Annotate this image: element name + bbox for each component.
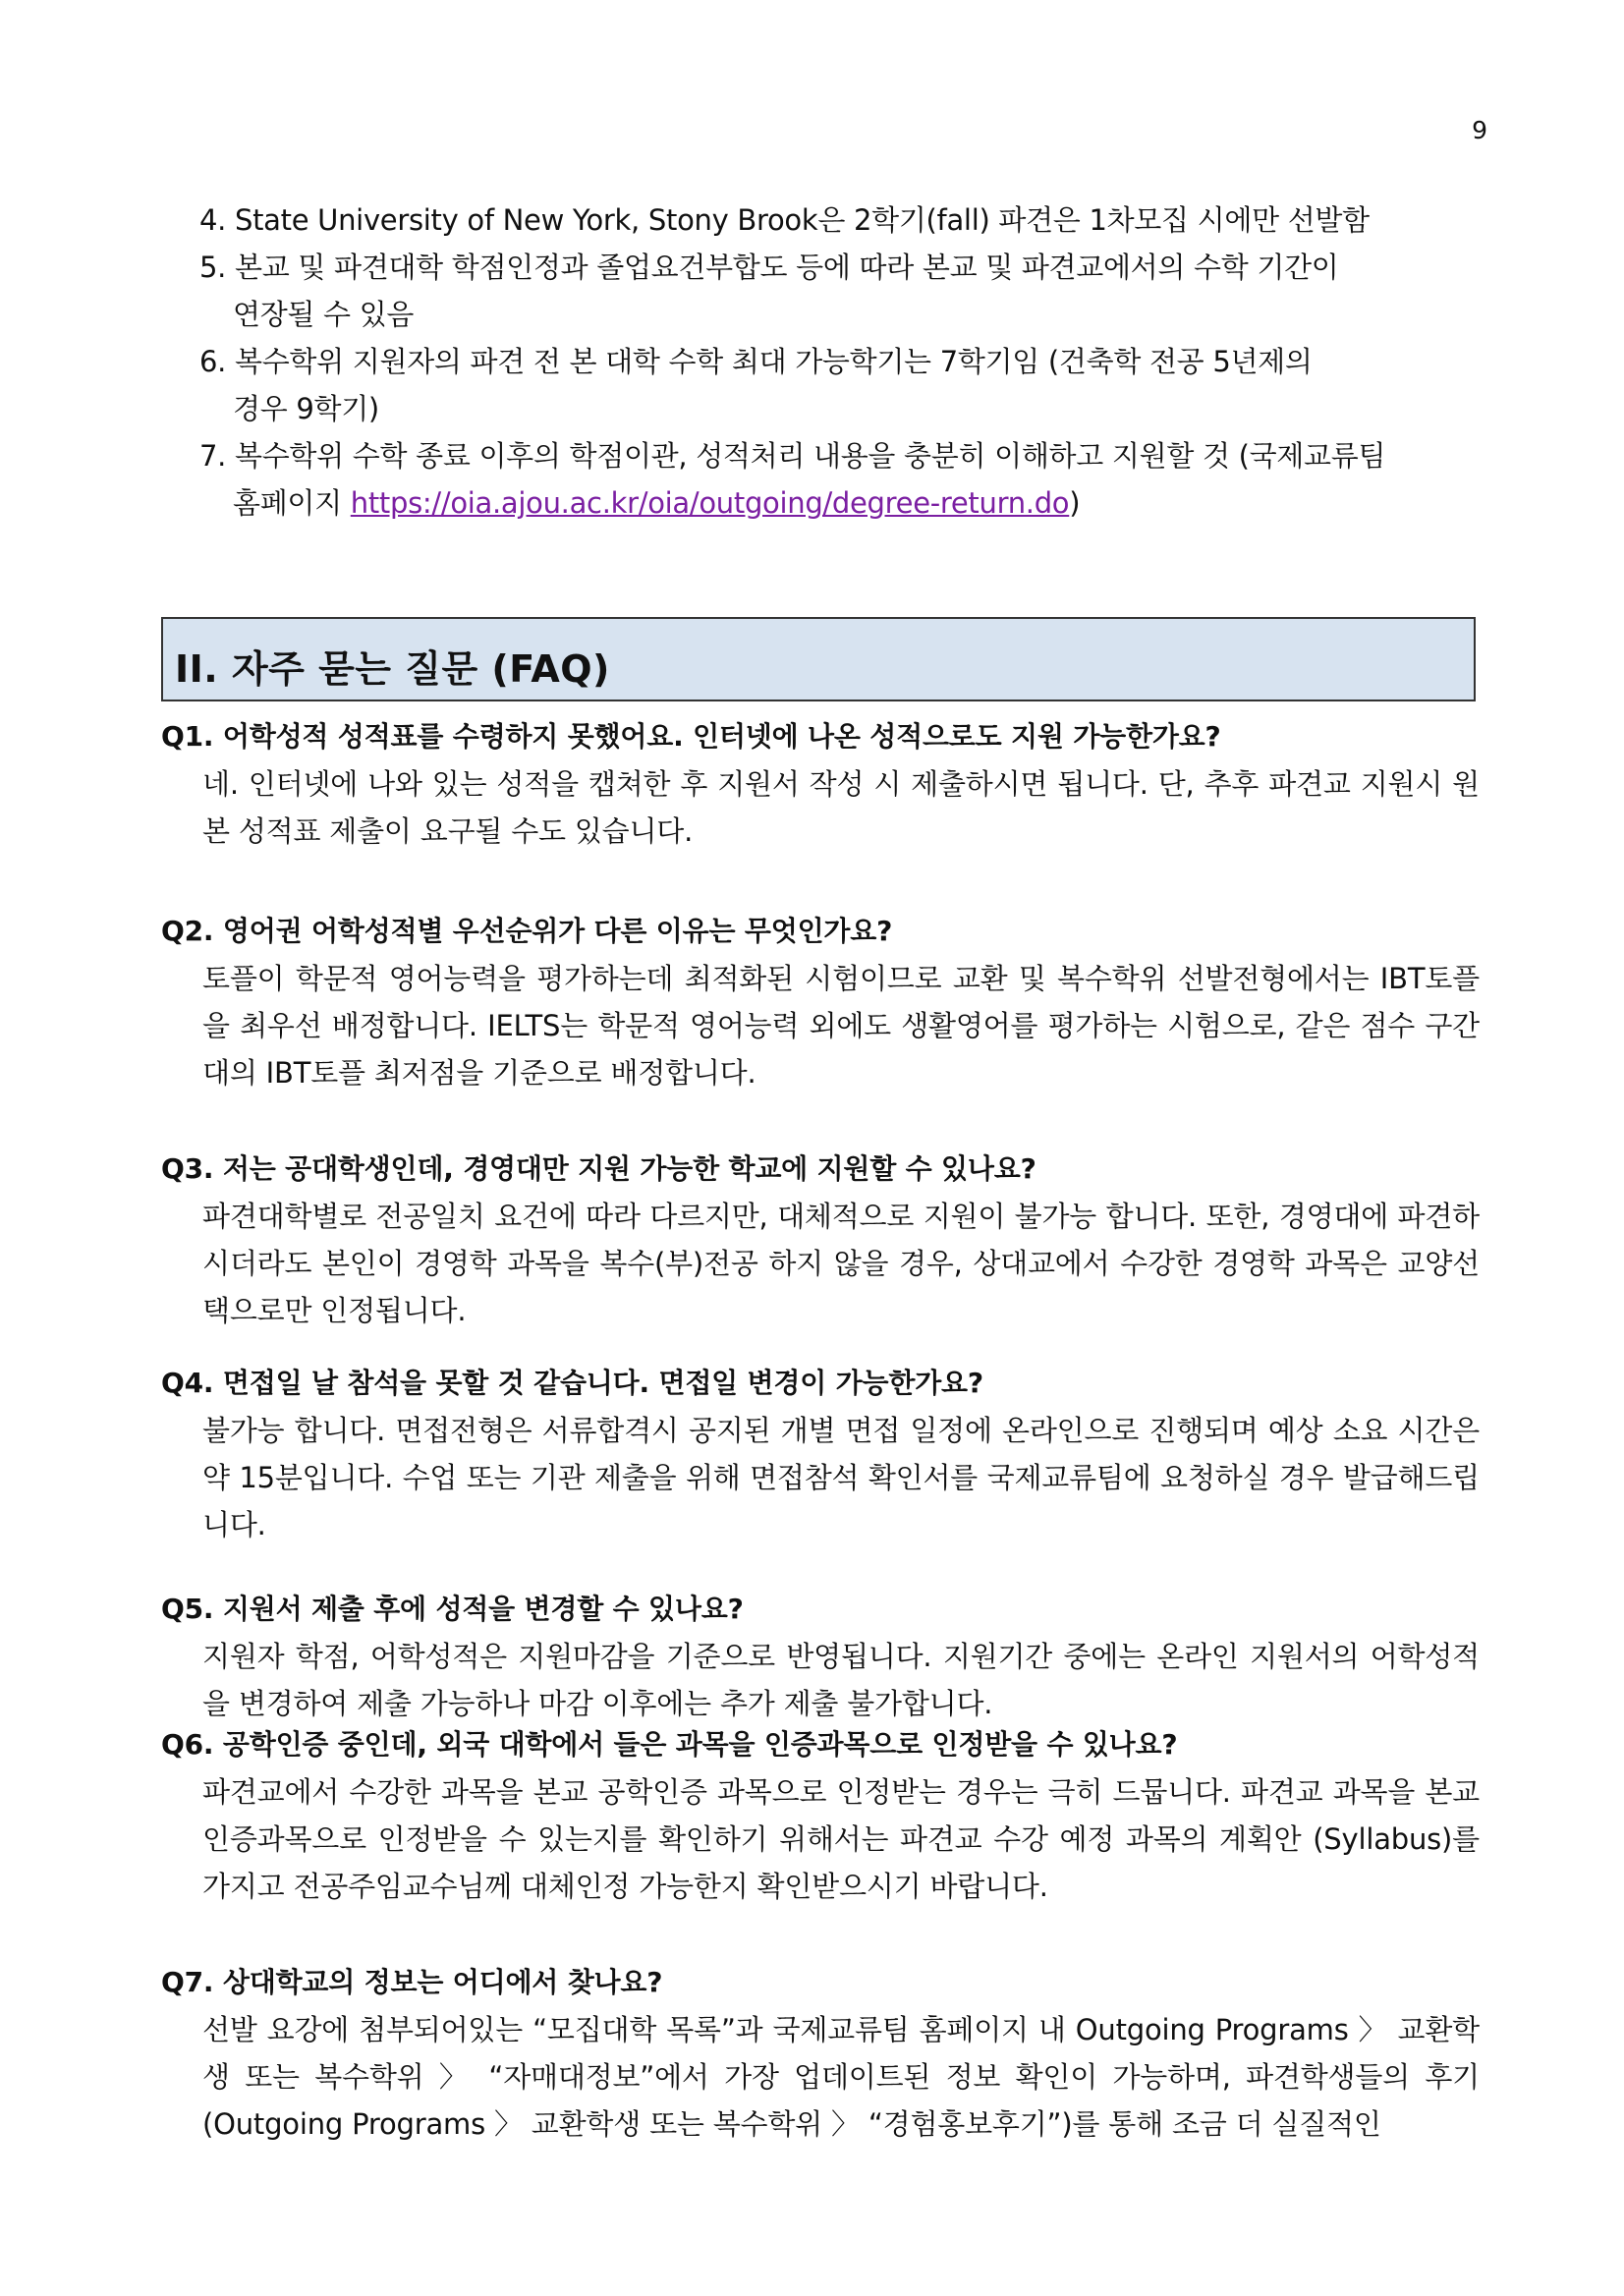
list-item-continuation: 연장될 수 있음: [233, 298, 415, 331]
faq-answer: 불가능 합니다. 면접전형은 서류합격시 공지된 개별 면접 일정에 온라인으로 진행되며 예상 소요 시간은 약 15분입니다. 수업 또는 기관 제출을 위해 면접참석 확인서를 국제교류팀에 요청하실 경우 발급해드립니다.: [202, 1414, 1480, 1541]
list-item: [199, 196, 1477, 244]
section-title: II. 자주 묻는 질문 (FAQ): [175, 647, 610, 691]
faq-item: [161, 1586, 1480, 1727]
page-number: 9: [1472, 116, 1487, 144]
faq-answer: 파견교에서 수강한 과목을 본교 공학인증 과목으로 인정받는 경우는 극히 드뭅니다. 파견교 과목을 본교 인증과목으로 인정받을 수 있는지를 확인하기 위해서는 파견교 수강 예정 과목의 계획안 (Syllabus)를 가지고 전공주임교수님께 대체인정 가능한지 확인받으시기 바랍니다.: [202, 1775, 1480, 1903]
faq-item: [161, 908, 1480, 1096]
list-item-number: 7.: [199, 439, 227, 473]
notes-list: [199, 196, 1477, 527]
list-item: [199, 338, 1477, 432]
faq-answer: 네. 인터넷에 나와 있는 성적을 캡쳐한 후 지원서 작성 시 제출하시면 됩니다. 단, 추후 파견교 지원시 원본 성적표 제출이 요구될 수도 있습니다.: [202, 767, 1480, 848]
list-item: [199, 432, 1477, 527]
faq-question: Q6. 공학인증 중인데, 외국 대학에서 들은 과목을 인증과목으로 인정받을 수 있나요?: [161, 1728, 1178, 1761]
faq-item: [161, 1721, 1480, 1910]
list-item-continuation: [199, 479, 1477, 527]
faq-answer: 파견대학별로 전공일치 요건에 따라 다르지만, 대체적으로 지원이 불가능 합니다. 또한, 경영대에 파견하시더라도 본인이 경영학 과목을 복수(부)전공 하지 않을 경우, 상대교에서 수강한 경영학 과목은 교양선택으로만 인정됩니다.: [202, 1200, 1480, 1327]
list-item-number: 6.: [199, 345, 227, 378]
list-item-continuation: 경우 9학기): [233, 392, 379, 425]
faq-item: [161, 1959, 1480, 2148]
faq-item: [161, 1360, 1480, 1548]
section-header: [161, 617, 1476, 701]
list-item-number: 4.: [199, 203, 227, 237]
faq-question: Q5. 지원서 제출 후에 성적을 변경할 수 있나요?: [161, 1593, 744, 1625]
list-item-text: 본교 및 파견대학 학점인정과 졸업요건부합도 등에 따라 본교 및 파견교에서의 수학 기간이: [235, 251, 1339, 284]
faq-question: Q1. 어학성적 성적표를 수령하지 못했어요. 인터넷에 나온 성적으로도 지원 가능한가요?: [161, 720, 1221, 753]
faq-question: Q4. 면접일 날 참석을 못할 것 같습니다. 면접일 변경이 가능한가요?: [161, 1367, 983, 1399]
list-item-text: 복수학위 수학 종료 이후의 학점이관, 성적처리 내용을 충분히 이해하고 지원할 것 (국제교류팀: [235, 439, 1386, 473]
list-item-number: 5.: [199, 251, 227, 284]
faq-answer: 지원자 학점, 어학성적은 지원마감을 기준으로 반영됩니다. 지원기간 중에는 온라인 지원서의 어학성적을 변경하여 제출 가능하나 마감 이후에는 추가 제출 불가합니다.: [202, 1640, 1480, 1720]
faq-item: [161, 1146, 1480, 1334]
link-suffix: ): [1069, 486, 1081, 520]
faq-item: [161, 713, 1480, 855]
list-item-text: 복수학위 지원자의 파견 전 본 대학 수학 최대 가능학기는 7학기임 (건축학 전공 5년제의: [235, 345, 1313, 378]
faq-answer: 토플이 학문적 영어능력을 평가하는데 최적화된 시험이므로 교환 및 복수학위 선발전형에서는 IBT토플을 최우선 배정합니다. IELTS는 학문적 영어능력 외에도 생활영어를 평가하는 시험으로, 같은 점수 구간대의 IBT토플 최저점을 기준으로 배정합니다.: [202, 962, 1480, 1090]
degree-return-link[interactable]: https://oia.ajou.ac.kr/oia/outgoing/degree-return.do: [350, 486, 1070, 520]
faq-answer: 선발 요강에 첨부되어있는 “모집대학 목록”과 국제교류팀 홈페이지 내 Outgoing Programs 〉 교환학생 또는 복수학위 〉 “자매대정보”에서 가장 업데이트된 정보 확인이 가능하며, 파견학생들의 후기 (Outgoing Programs 〉 교환학생 또는 복수학위 〉 “경험홍보후기”)를 통해 조금 더 실질적인: [202, 2013, 1480, 2141]
faq-question: Q2. 영어권 어학성적별 우선순위가 다른 이유는 무엇인가요?: [161, 915, 893, 947]
list-item: [199, 244, 1477, 338]
faq-question: Q7. 상대학교의 정보는 어디에서 찾나요?: [161, 1966, 663, 1998]
faq-question: Q3. 저는 공대학생인데, 경영대만 지원 가능한 학교에 지원할 수 있나요?: [161, 1152, 1036, 1185]
link-prefix: 홈페이지: [233, 486, 351, 520]
list-item-text: State University of New York, Stony Brook은 2학기(fall) 파견은 1차모집 시에만 선발함: [235, 203, 1370, 237]
